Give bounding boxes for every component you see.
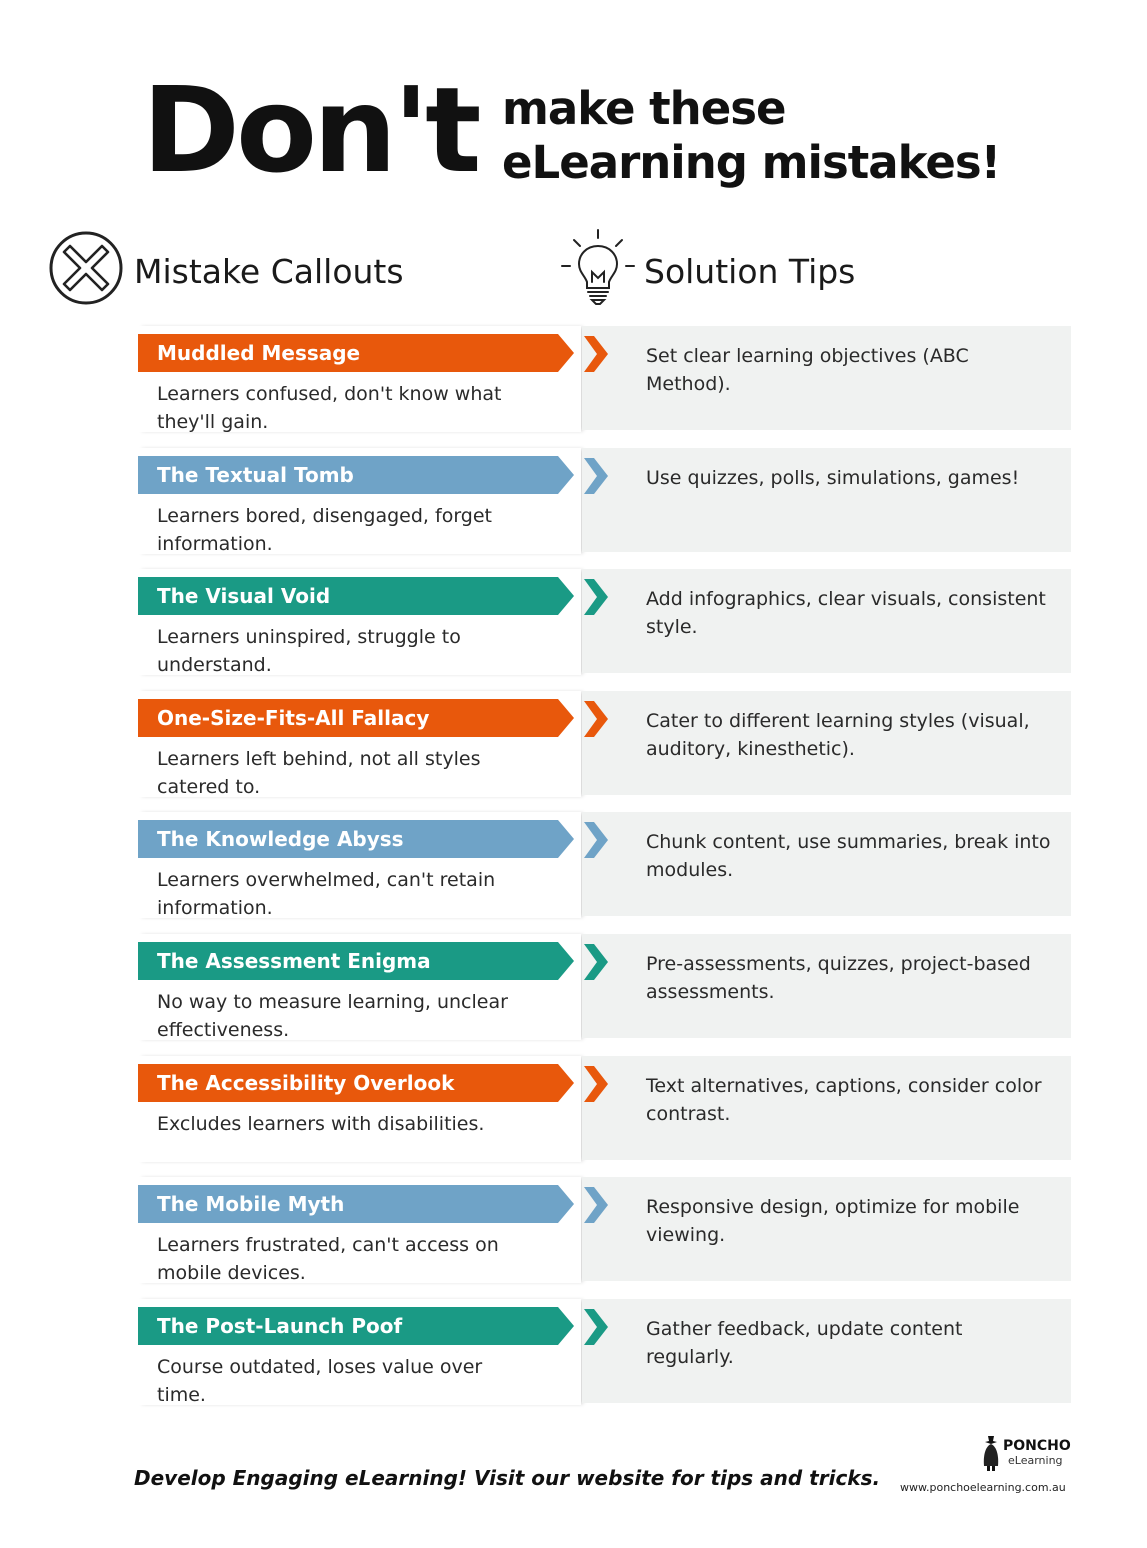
mistake-description: Learners left behind, not all styles catered to. <box>157 748 481 798</box>
mistake-title: The Post-Launch Poof <box>157 1314 403 1338</box>
mistake-row <box>0 934 1147 1050</box>
mistake-row <box>0 691 1147 807</box>
mistake-row <box>0 1056 1147 1172</box>
chevron-right-icon <box>584 820 608 860</box>
solution-tip-text: Cater to different learning styles (visual, auditory, kinesthetic). <box>646 710 1030 760</box>
chevron-right-icon <box>584 699 608 739</box>
chevron-right-icon <box>584 456 608 496</box>
solution-tip-text: Set clear learning objectives (ABC Method). <box>646 345 969 395</box>
chevron-shape <box>584 1066 608 1102</box>
mistake-title: The Textual Tomb <box>157 463 354 487</box>
mistake-row <box>0 326 1147 442</box>
chevron-shape <box>584 822 608 858</box>
website-url: www.ponchoelearning.com.au <box>900 1481 1066 1494</box>
footer-tagline: Develop Engaging eLearning! Visit our website for tips and tricks. <box>134 1466 881 1490</box>
mistake-title: One-Size-Fits-All Fallacy <box>157 706 430 730</box>
solution-tip-text: Use quizzes, polls, simulations, games! <box>646 467 1020 489</box>
solution-tip-text: Responsive design, optimize for mobile viewing. <box>646 1196 1020 1246</box>
mistake-title: The Assessment Enigma <box>157 949 431 973</box>
chevron-right-icon <box>584 1064 608 1104</box>
chevron-shape <box>584 1309 608 1345</box>
lightbulb-icon <box>560 228 640 308</box>
brand-name: PONCHO <box>1003 1438 1071 1454</box>
mistake-description: Learners confused, don't know what they'll gain. <box>157 383 502 433</box>
chevron-shape <box>584 701 608 737</box>
chevron-right-icon <box>584 334 608 374</box>
chevron-shape <box>584 944 608 980</box>
mistake-row <box>0 569 1147 685</box>
chevron-right-icon <box>584 942 608 982</box>
mistake-callouts-heading: Mistake Callouts <box>134 252 404 291</box>
chevron-shape <box>584 579 608 615</box>
mistake-title: The Mobile Myth <box>157 1192 345 1216</box>
chevron-shape <box>584 336 608 372</box>
chevron-right-icon <box>584 1307 608 1347</box>
chevron-right-icon <box>584 1185 608 1225</box>
solution-tip-text: Chunk content, use summaries, break into modules. <box>646 831 1051 881</box>
title-dont: Don't <box>142 61 478 199</box>
mistake-description: Learners bored, disengaged, forget information. <box>157 505 493 555</box>
solution-tip-text: Pre-assessments, quizzes, project-based assessments. <box>646 953 1031 1003</box>
mistake-row <box>0 448 1147 564</box>
chevron-right-icon <box>584 577 608 617</box>
title-line-1: make these <box>502 82 786 135</box>
solution-tip-text: Text alternatives, captions, consider color contrast. <box>646 1075 1042 1125</box>
mistake-description: Learners uninspired, struggle to understand. <box>157 626 461 676</box>
solution-tip-text: Add infographics, clear visuals, consistent style. <box>646 588 1046 638</box>
chevron-shape <box>584 458 608 494</box>
brand-subname: eLearning <box>1008 1454 1063 1467</box>
chevron-shape <box>584 1187 608 1223</box>
mistake-description: Learners frustrated, can't access on mobile devices. <box>157 1234 499 1284</box>
mistake-title: The Accessibility Overlook <box>157 1071 455 1095</box>
mistake-title: Muddled Message <box>157 341 361 365</box>
mistake-row <box>0 1177 1147 1293</box>
mistake-description: Learners overwhelmed, can't retain information. <box>157 869 496 919</box>
title-subline <box>502 82 1000 190</box>
title-line-2: eLearning mistakes! <box>502 136 1001 189</box>
mistake-title: The Visual Void <box>157 584 331 608</box>
solution-tip-text: Gather feedback, update content regularly. <box>646 1318 963 1368</box>
mistake-row <box>0 812 1147 928</box>
mistake-description: No way to measure learning, unclear effectiveness. <box>157 991 508 1041</box>
mistake-title: The Knowledge Abyss <box>157 827 404 851</box>
solution-tips-heading: Solution Tips <box>644 252 856 291</box>
mistake-description: Course outdated, loses value over time. <box>157 1356 483 1406</box>
mistake-description: Excludes learners with disabilities. <box>157 1113 485 1135</box>
mistake-row <box>0 1299 1147 1415</box>
x-circle-icon <box>48 230 124 306</box>
